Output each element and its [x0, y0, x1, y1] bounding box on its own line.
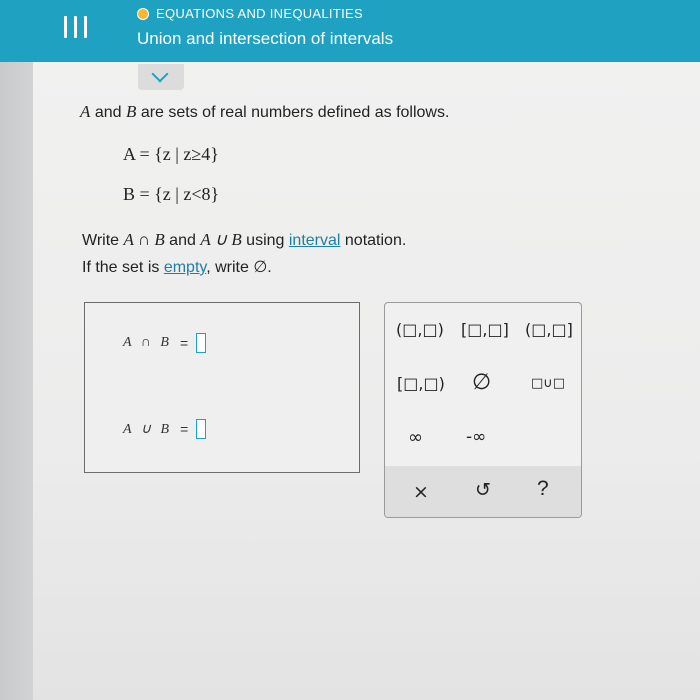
help-icon[interactable]: ? [537, 477, 549, 500]
negative-infinity-button[interactable]: -∞ [466, 427, 487, 447]
union-row [123, 419, 206, 439]
answer-box [84, 302, 360, 473]
empty-set-button[interactable]: ∅ [472, 370, 492, 395]
collapse-tab[interactable] [138, 64, 184, 90]
interval-link[interactable]: interval [288, 232, 341, 249]
open-open-interval-button[interactable]: (□,□) [396, 320, 444, 339]
set-b-definition: B = {z | z<8} [123, 184, 220, 204]
union-button[interactable]: □∪□ [531, 376, 566, 391]
instruction-line-2: If the set is empty, write ∅. [82, 259, 272, 276]
union-label: A ∪ B [123, 421, 173, 437]
open-closed-interval-button[interactable]: (□,□] [525, 320, 573, 339]
topic-row [137, 6, 363, 21]
intersection-label: A ∩ B [123, 335, 172, 350]
chevron-down-icon [152, 66, 169, 83]
math-keypad [384, 302, 582, 518]
instruction-line-1: Write A ∩ B and A ∪ B using interval notation. [82, 230, 407, 249]
menu-icon[interactable] [64, 16, 90, 38]
equals-sign: = [179, 335, 189, 351]
topic-title: EQUATIONS AND INEQUALITIES [156, 6, 363, 21]
equals-sign: = [180, 421, 189, 437]
empty-link[interactable]: empty [163, 259, 207, 276]
clear-icon[interactable]: × [413, 481, 429, 503]
infinity-button[interactable]: ∞ [408, 427, 423, 448]
header-bar [0, 0, 700, 62]
set-a-definition: A = {z | z≥4} [123, 144, 219, 164]
topic-status-icon [137, 8, 149, 20]
intersection-answer-input[interactable] [196, 333, 206, 353]
left-margin [0, 0, 33, 700]
closed-closed-interval-button[interactable]: [□,□] [461, 320, 509, 339]
intersection-row [123, 333, 206, 353]
union-answer-input[interactable] [196, 419, 206, 439]
undo-icon[interactable]: ↺ [475, 479, 491, 501]
closed-open-interval-button[interactable]: [□,□) [397, 374, 445, 393]
problem-intro: A and B are sets of real numbers defined as follows. [80, 102, 450, 121]
page-title: Union and intersection of intervals [137, 29, 394, 48]
